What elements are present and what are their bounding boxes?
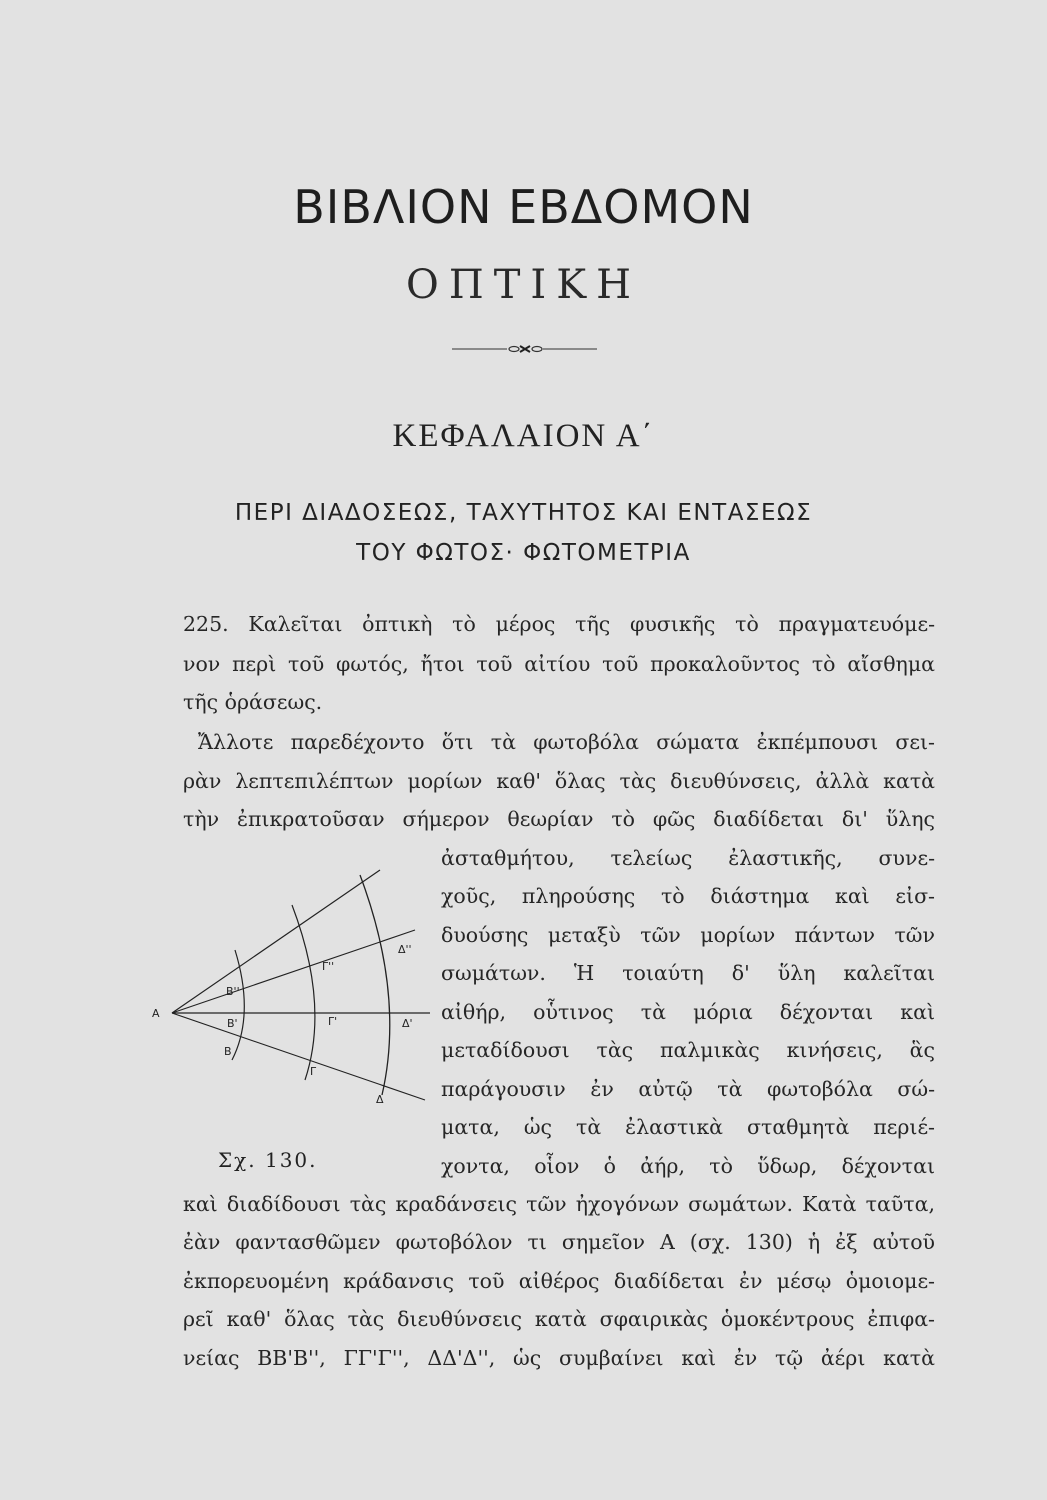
text-line: χοῦς, πληρούσης τὸ διάστημα καὶ εἰσ- [441,884,935,908]
text-line: τὴν ἐπικρατοῦσαν σήμερον θεωρίαν τὸ φῶς διαδίδεται δι' ὕλης [183,807,935,831]
ornament-divider [452,345,597,353]
label-d: Δ [376,1093,384,1106]
arc-d [360,875,390,1095]
text-line: ματα, ὡς τὰ ἐλαστικὰ σταθμητὰ περιέ- [441,1115,935,1139]
text-line: καὶ διαδίδουσι τὰς κραδάνσεις τῶν ἠχογόνων σωμάτων. Κατὰ ταῦτα, [183,1192,935,1216]
text-line: ρεῖ καθ' ὅλας τὰς διευθύνσεις κατὰ σφαιρικὰς ὁμοκέντρους ἐπιφα- [183,1307,935,1331]
section-heading-line-1: ΠΕΡΙ ΔΙΑΔΟΣΕΩΣ, ΤΑΧΥΤΗΤΟΣ ΚΑΙ ΕΝΤΑΣΕΩΣ [234,500,813,526]
text-line: 225. Καλεῖται ὀπτικὴ τὸ μέρος τῆς φυσικῆς τὸ πραγματευόμε- [183,612,935,636]
section-heading-line-2: ΤΟΥ ΦΩΤΟΣ· ΦΩΤΟΜΕΤΡΙΑ [356,540,691,566]
label-d2: Δ'' [398,943,412,956]
ray-line [172,1013,425,1100]
subject-title: ΟΠΤΙΚΗ [406,262,641,308]
label-g1: Γ' [328,1015,338,1028]
text-line: Ἄλλοτε παρεδέχοντο ὅτι τὰ φωτοβόλα σώματα ἐκπέμπουσι σει- [198,730,935,754]
text-line: σωμάτων. Ἡ τοιαύτη δ' ὕλη καλεῖται [441,961,935,985]
text-line: αἰθήρ, οὗτινος τὰ μόρια δέχονται καὶ [441,1000,935,1024]
label-g2: Γ'' [322,960,335,973]
figure-caption: Σχ. 130. [218,1148,318,1172]
text-line: δυούσης μεταξὺ τῶν μορίων πάντων τῶν [441,923,935,947]
ray-line [172,870,380,1013]
label-b: Β [224,1045,232,1058]
arc-b [232,950,244,1060]
arc-g [292,905,315,1080]
text-line: νείας ΒΒ'Β'', ΓΓ'Γ'', ΔΔ'Δ'', ὡς συμβαίνει καὶ ἐν τῷ ἀέρι κατὰ [183,1346,935,1370]
text-line: χοντα, οἷον ὁ ἀήρ, τὸ ὕδωρ, δέχονται [441,1154,935,1178]
text-line: ἀσταθμήτου, τελείως ἐλαστικῆς, συνε- [441,846,935,870]
label-d1: Δ' [402,1017,413,1030]
text-line: παράγουσιν ἐν αὐτῷ τὰ φωτοβόλα σώ- [441,1077,935,1101]
book-title: ΒΙΒΛΙΟΝ ΕΒΔΟΜΟΝ [293,180,754,234]
text-line: ρὰν λεπτεπιλέπτων μορίων καθ' ὅλας τὰς διευθύνσεις, ἀλλὰ κατὰ [183,769,935,793]
text-line: ἐὰν φαντασθῶμεν φωτοβόλον τι σημεῖον Α (σχ. 130) ἡ ἐξ αὐτοῦ [183,1230,935,1254]
chapter-title: ΚΕΦΑΛΑΙΟΝ Α΄ [392,418,655,454]
label-b1: Β' [227,1017,238,1030]
label-a: Α [152,1007,160,1020]
ray-line [172,930,415,1013]
text-line: ἐκπορευομένη κράδανσις τοῦ αἰθέρος διαδίδεται ἐν μέσῳ ὁμοιομε- [183,1269,935,1293]
figure-130-diagram [140,855,440,1115]
label-g: Γ [310,1065,317,1078]
text-line: τῆς ὁράσεως. [183,690,323,714]
text-line: μεταδίδουσι τὰς παλμικὰς κινήσεις, ἃς [441,1038,935,1062]
label-b2: Β'' [226,985,240,998]
text-line: νον περὶ τοῦ φωτός, ἤτοι τοῦ αἰτίου τοῦ προκαλοῦντος τὸ αἴσθημα [183,652,935,676]
